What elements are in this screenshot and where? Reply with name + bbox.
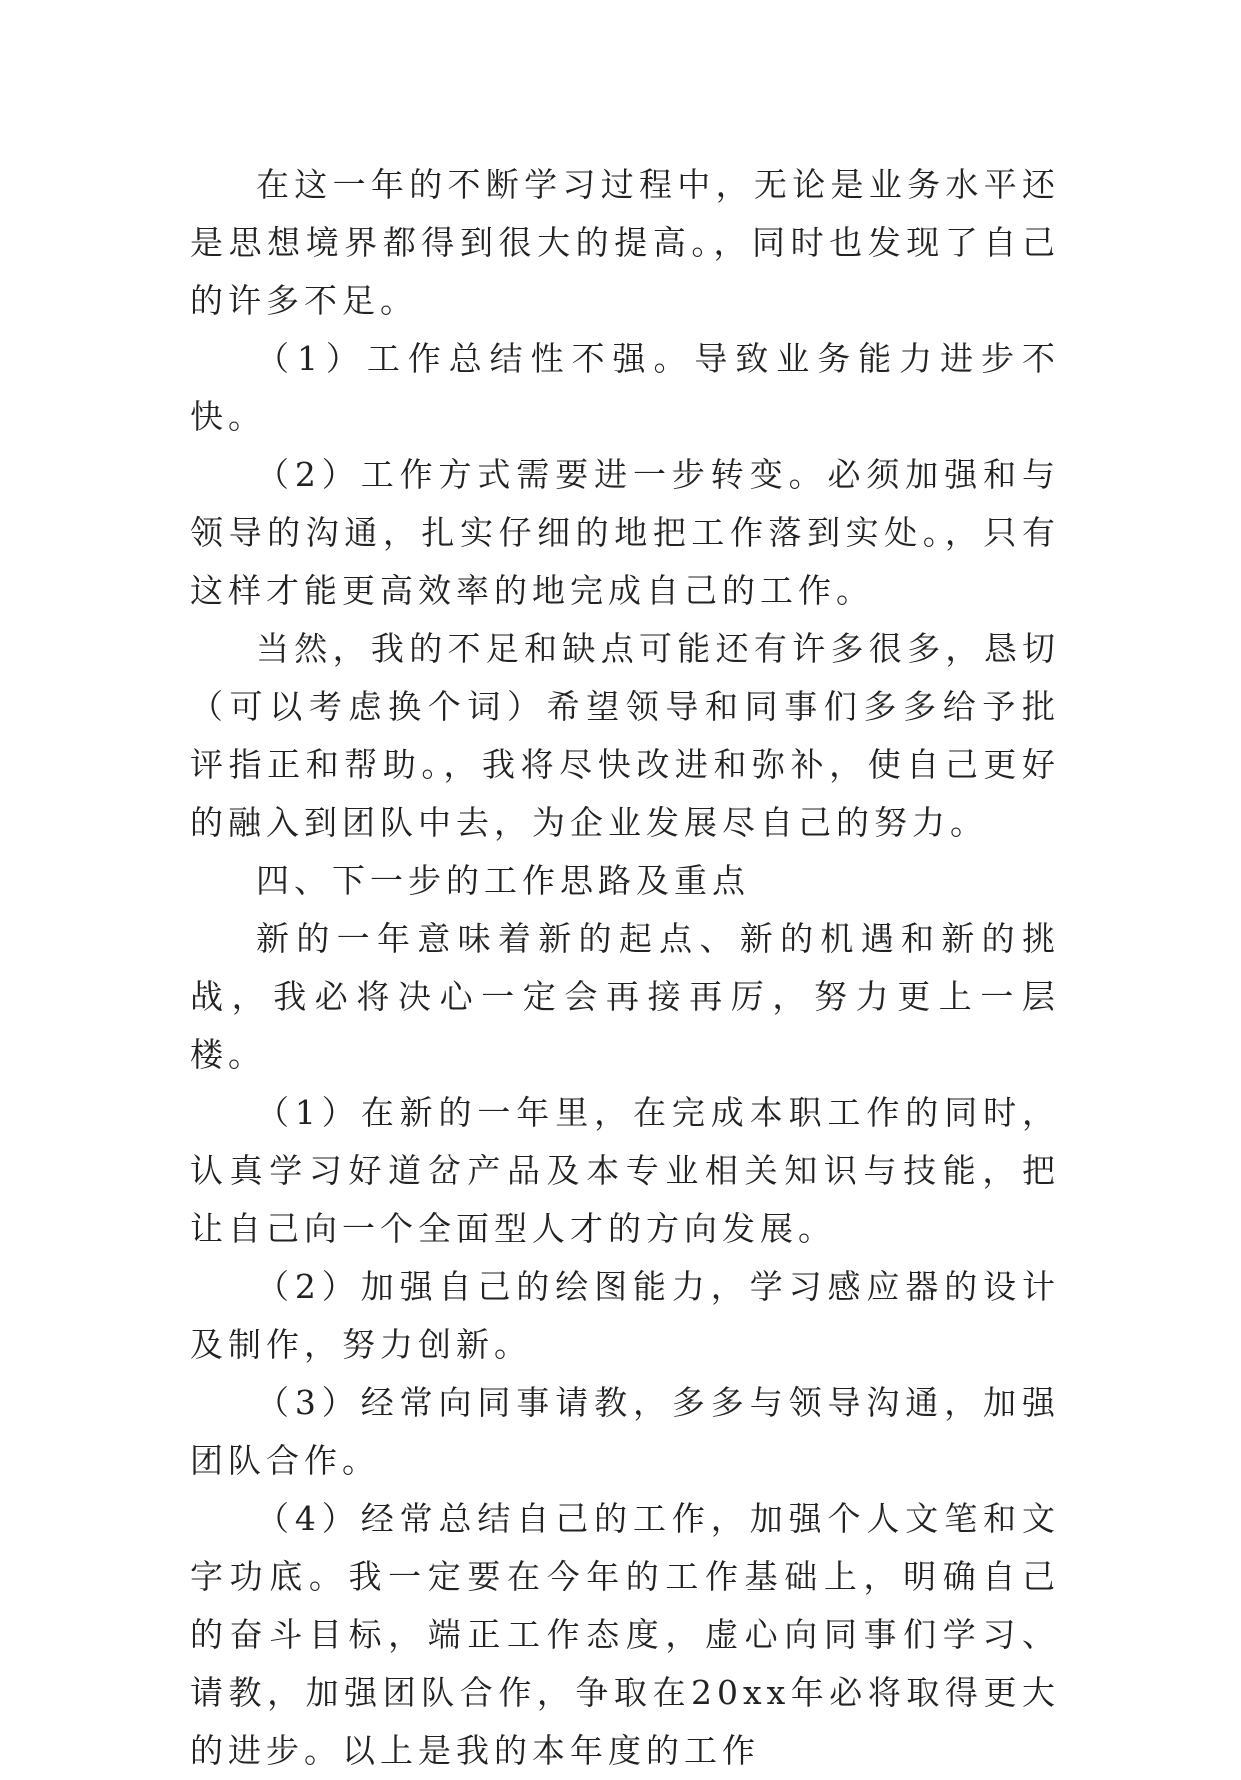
- paragraph-request-feedback: 当然，我的不足和缺点可能还有许多很多，恳切（可以考虑换个词）希望领导和同事们多多给予批评指正和帮助。，我将尽快改进和弥补，使自己更好的融入到团队中去，为企业发展尽自己的努力。: [190, 629, 1060, 842]
- paragraph-shortcoming-2: （2）工作方式需要进一步转变。必须加强和与领导的沟通，扎实仔细的地把工作落到实处。，只有这样才能更高效率的地完成自己的工作。: [190, 455, 1060, 610]
- paragraph-learning-summary: 在这一年的不断学习过程中，无论是业务水平还是思想境界都得到很大的提高。，同时也发现了自己的许多不足。: [190, 165, 1060, 320]
- section-heading-next-steps: 四、下一步的工作思路及重点: [256, 861, 750, 900]
- document-body: [190, 156, 1060, 1780]
- paragraph-new-year: 新的一年意味着新的起点、新的机遇和新的挑战，我必将决心一定会再接再厉，努力更上一层楼。: [190, 919, 1060, 1074]
- paragraph-plan-2: （2）加强自己的绘图能力，学习感应器的设计及制作，努力创新。: [190, 1267, 1060, 1364]
- paragraph-plan-3: （3）经常向同事请教，多多与领导沟通，加强团队合作。: [190, 1383, 1060, 1480]
- paragraph-plan-1: （1）在新的一年里，在完成本职工作的同时，认真学习好道岔产品及本专业相关知识与技能，把让自己向一个全面型人才的方向发展。: [190, 1093, 1060, 1248]
- paragraph-shortcoming-1: （1）工作总结性不强。导致业务能力进步不快。: [190, 339, 1060, 436]
- paragraph-plan-4: （4）经常总结自己的工作，加强个人文笔和文字功底。我一定要在今年的工作基础上，明确自己的奋斗目标，端正工作态度，虚心向同事们学习、请教，加强团队合作，争取在20xx年必将取得更大的进步。以上是我的本年度的工作: [190, 1499, 1060, 1770]
